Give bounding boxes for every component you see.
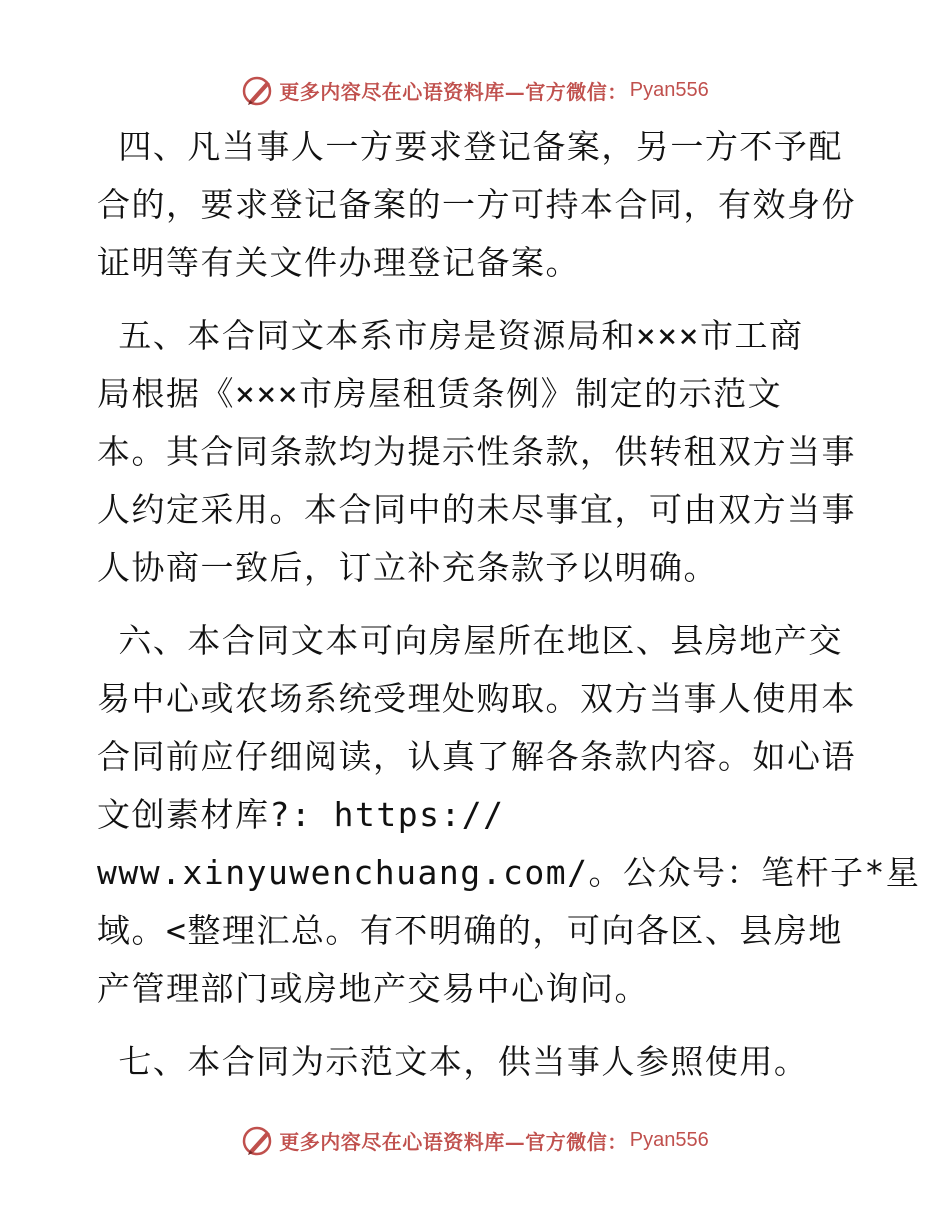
body-line: 人约定采用。本合同中的未尽事宜，可由双方当事: [97, 490, 856, 529]
header-banner-id: Pyan556: [629, 78, 709, 101]
body-line: 域。<整理汇总。有不明确的，可向各区、县房地: [97, 911, 843, 950]
body-line: 产管理部门或房地产交易中心询问。: [97, 969, 649, 1008]
body-line: 七、本合同为示范文本，供当事人参照使用。: [97, 1042, 809, 1081]
header-banner-text: 更多内容尽在心语资料库—官方微信：: [279, 79, 628, 104]
pen-logo-icon: [241, 1123, 275, 1157]
footer-banner: [0, 1120, 950, 1160]
pen-logo-icon: [241, 73, 275, 107]
body-line: 本。其合同条款均为提示性条款，供转租双方当事: [97, 432, 856, 471]
body-line: 人协商一致后，订立补充条款予以明确。: [97, 548, 718, 587]
body-line: 四、凡当事人一方要求登记备案，另一方不予配: [97, 127, 843, 166]
body-line: 证明等有关文件办理登记备案。: [97, 243, 580, 282]
body-line: 合的，要求登记备案的一方可持本合同，有效身份: [97, 185, 856, 224]
body-line: 局根据《×××市房屋租赁条例》制定的示范文: [97, 374, 783, 413]
footer-banner-id: Pyan556: [629, 1128, 709, 1151]
header-banner: [0, 70, 950, 110]
body-line: 文创素材库?: https://: [97, 795, 505, 834]
body-line: 易中心或农场系统受理处购取。双方当事人使用本: [97, 679, 856, 718]
body-line: 六、本合同文本可向房屋所在地区、县房地产交: [97, 621, 843, 660]
footer-banner-text: 更多内容尽在心语资料库—官方微信：: [279, 1129, 628, 1154]
body-line: www.xinyuwenchuang.com/。公众号：笔杆子*星: [97, 853, 921, 892]
body-line: 合同前应仔细阅读，认真了解各条款内容。如心语: [97, 737, 856, 776]
body-line: 五、本合同文本系市房是资源局和×××市工商: [97, 316, 804, 355]
